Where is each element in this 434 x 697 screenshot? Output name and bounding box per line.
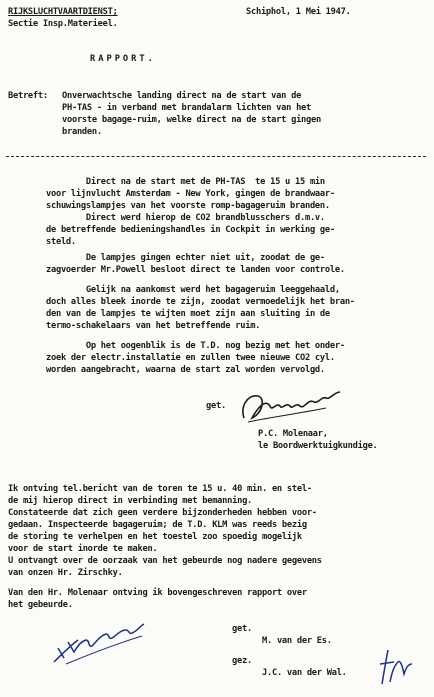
body-line: De lampjes gingen echter niet uit, zoodat de ge- (46, 253, 325, 263)
body-line: den van de lampjes te wijten moet zijn aan sluiting in de (46, 309, 330, 319)
signature1-label: get. (206, 401, 226, 411)
body2-line: voor de start inorde te maken. (8, 544, 158, 554)
signature1-name: P.C. Molenaar, (258, 429, 328, 439)
body-line: worden aangebracht, waarna de start zal worden vervolgd. (46, 365, 325, 375)
body2-line: U ontvangt over de oorzaak van het gebeurde nog nadere gegevens (8, 556, 322, 566)
body-line: Gelijk na aankomst werd het bagageruim leeggehaald, (46, 285, 340, 295)
body-line: termo-schakelaars van het betreffende ruim. (46, 321, 261, 331)
page-title: RAPPORT. (90, 54, 156, 64)
body-line: schuwingslampjes van het voorste romp-bagageruim branden. (46, 201, 330, 211)
body-line: zoek der electr.installatie en zullen twee nieuwe CO2 cyl. (46, 353, 335, 363)
betreft-label: Betreft: (8, 91, 48, 101)
body-line: steld. (46, 237, 76, 247)
get-name: M. van der Es. (262, 636, 332, 646)
get-label: get. (232, 624, 252, 634)
body-line: voor lijnvlucht Amsterdam - New York, gingen de brandwaar- (46, 189, 335, 199)
header-place-date: Schiphol, 1 Mei 1947. (246, 7, 351, 17)
header-org: RIJKSLUCHTVAARTDIENST; (8, 7, 118, 17)
betreft-line: branden. (62, 127, 102, 137)
body-line: Direct werd hierop de CO2 brandblusschers d.m.v. (46, 213, 325, 223)
betreft-line: PH-TAS - in verband met brandalarm lichten van het (62, 103, 312, 113)
dashed-divider (6, 156, 426, 157)
body2-line: het gebeurde. (8, 600, 73, 610)
gez-label: gez. (232, 656, 252, 666)
handwritten-note (50, 618, 146, 666)
body-line: Op het oogenblik is de T.D. nog bezig met het onder- (46, 341, 345, 351)
body2-line: Constateerde dat zich geen verdere bijzonderheden hebben voor- (8, 508, 317, 518)
body-line: doch alles bleek inorde te zijn, zoodat vermoedelijk het bran- (46, 297, 355, 307)
body2-line: Van den Hr. Molenaar ontving ik bovengeschreven rapport over (8, 588, 307, 598)
body2-line: de mij hierop direct in verbinding met bemanning. (8, 496, 253, 506)
body2-line: van onzen Hr. Zirschky. (8, 568, 123, 578)
body2-line: de storing te verhelpen en het toestel zoo spoedig mogelijk (8, 532, 302, 542)
body-line: de betreffende bedieningshandles in Cockpit in werking ge- (46, 225, 335, 235)
signature1-role: le Boordwerktuigkundige. (258, 441, 378, 451)
betreft-line: Onverwachtsche landing direct na de start van de (62, 91, 302, 101)
header-section: Sectie Insp.Materieel. (8, 19, 118, 29)
body-line: Direct na de start met de PH-TAS te 15 u 15 min (46, 177, 325, 187)
body2-line: Ik ontving tel.bericht van de toren te 15 u. 40 min. en stel- (8, 484, 312, 494)
handwritten-signature-molenaar (236, 384, 348, 430)
gez-name: J.C. van der Wal. (262, 668, 347, 678)
betreft-line: voorste bagage-ruim, welke direct na de start gingen (62, 115, 321, 125)
body-line: zagvoerder Mr.Powell besloot direct te landen voor controle. (46, 265, 345, 275)
body2-line: gedaan. Inspecteerde bagageruim; de T.D. KLM was reeds bezig (8, 520, 307, 530)
handwritten-initials (374, 644, 416, 690)
